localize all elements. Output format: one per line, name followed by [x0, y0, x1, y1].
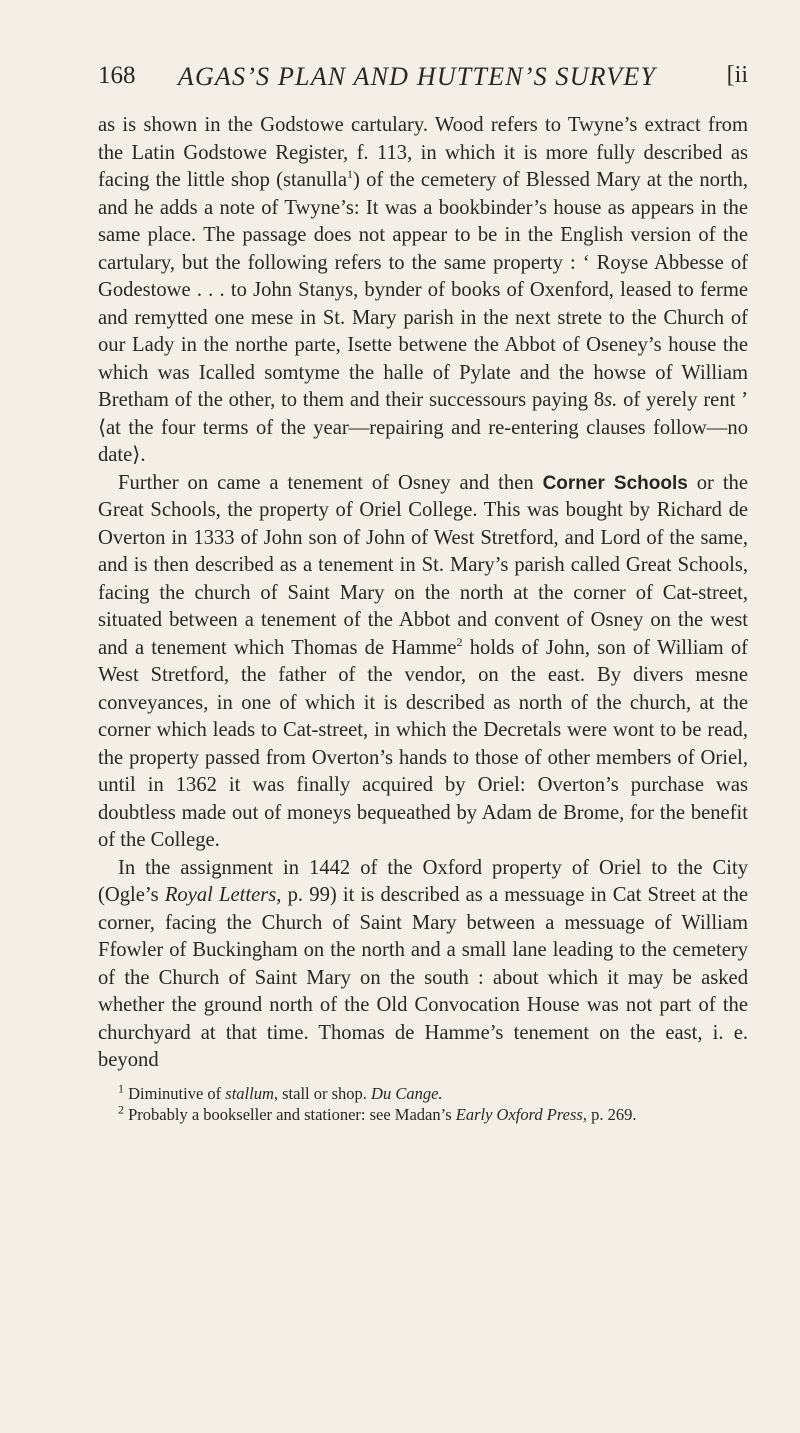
- italic-citation: Early Oxford Press: [455, 1104, 583, 1124]
- footnote-ref-1: 1: [347, 167, 354, 182]
- section-marker: [ii: [726, 62, 748, 88]
- text-run: , p. 99) it is described as a messuage in Cat Street at the corner, facing the Church of Saint Mary between a messuage of William Ffowler of Buckingham on the north and a small lane leading to the cemetery of the Church of Saint Mary on the south : about which it may be asked whether the ground north of the Old Convocation House was not part of the churchyard at that time. Thomas de Hamme’s tenement on the east, i. e. beyond: [98, 884, 749, 1071]
- italic-title-royal-letters: Royal Letters: [164, 884, 277, 906]
- paragraph-1: [98, 112, 748, 470]
- running-title: AGAS’S PLAN AND HUTTEN’S SURVEY: [177, 62, 657, 91]
- text-run: of yerely rent ’ ⟨at the four terms of the year—repairing and re-entering clauses follow—no date⟩.: [98, 389, 749, 466]
- text-run: , p. 269.: [582, 1104, 637, 1124]
- footnote-1: [98, 1083, 748, 1104]
- text-run: Diminutive of: [124, 1083, 226, 1103]
- footnotes: [98, 1083, 748, 1125]
- text-run: , stall or shop.: [273, 1083, 372, 1103]
- text-run: as is shown in the Godstowe cartulary. Wood refers to Twyne’s extract from the Latin Godstowe Register, f. 113, in which it is more fully described as facing the little shop (stanulla: [98, 114, 748, 191]
- footnote-number: 2: [118, 1102, 124, 1116]
- page-header: [98, 58, 748, 102]
- shilling-abbrev: s.: [604, 389, 618, 411]
- italic-citation: Du Cange.: [371, 1083, 443, 1103]
- body-text: [98, 112, 748, 1075]
- bold-heading-corner-schools: Corner Schools: [542, 472, 688, 494]
- paragraph-3: [98, 855, 748, 1075]
- footnote-2: [98, 1104, 748, 1125]
- page-number: 168: [98, 62, 136, 89]
- footnote-ref-2: 2: [456, 634, 463, 649]
- text-run: ) of the cemetery of Blessed Mary at the north, and he adds a note of Twyne’s: It was a bookbinder’s house as appears in the same place. The passage does not appear to be in the English version of the cartulary, but the following refers to the same property : ‘ Royse Abbesse of Godestowe . . . to John Stanys, bynder of books of Oxenford, leased to ferme and remytted one mese in St. Mary parish in the next strete to the Church of our Lady in the northe parte, Isette betwene the Abbot of Oseney’s house the which was Icalled somtyme the halle of Pylate and the howse of William Bretham of the other, to them and their successours paying 8: [98, 169, 748, 411]
- footnote-number: 1: [118, 1081, 124, 1095]
- text-run: holds of John, son of William of West Stretford, the father of the vendor, on the east. By divers mesne conveyances, in one of which it is described as north of the church, at the corner which leads to Cat-street, in which the Decretals were wont to be read, the property passed from Overton’s hands to those of other members of Oriel, until in 1362 it was finally acquired by Oriel: Overton’s purchase was doubtless made out of moneys bequeathed by Adam de Brome, for the benefit of the College.: [98, 636, 748, 851]
- italic-term: stallum: [225, 1083, 274, 1103]
- paragraph-2: [98, 470, 748, 855]
- text-run: In the assignment in 1442 of the Oxford property of Oriel to the City (Ogle’s: [98, 856, 748, 906]
- text-run: or the Great Schools, the property of Oriel College. This was bought by Richard de Overton in 1333 of John son of John of West Stretford, and Lord of the same, and is then described as a tenement in St. Mary’s parish called Great Schools, facing the church of Saint Mary on the north at the corner of Cat-street, situated between a tenement of the Abbot and convent of Osney on the west and a tenement which Thomas de Hamme: [98, 471, 748, 659]
- text-run: Probably a bookseller and stationer: see Madan’s: [124, 1104, 456, 1124]
- text-run: Further on came a tenement of Osney and then: [118, 471, 543, 494]
